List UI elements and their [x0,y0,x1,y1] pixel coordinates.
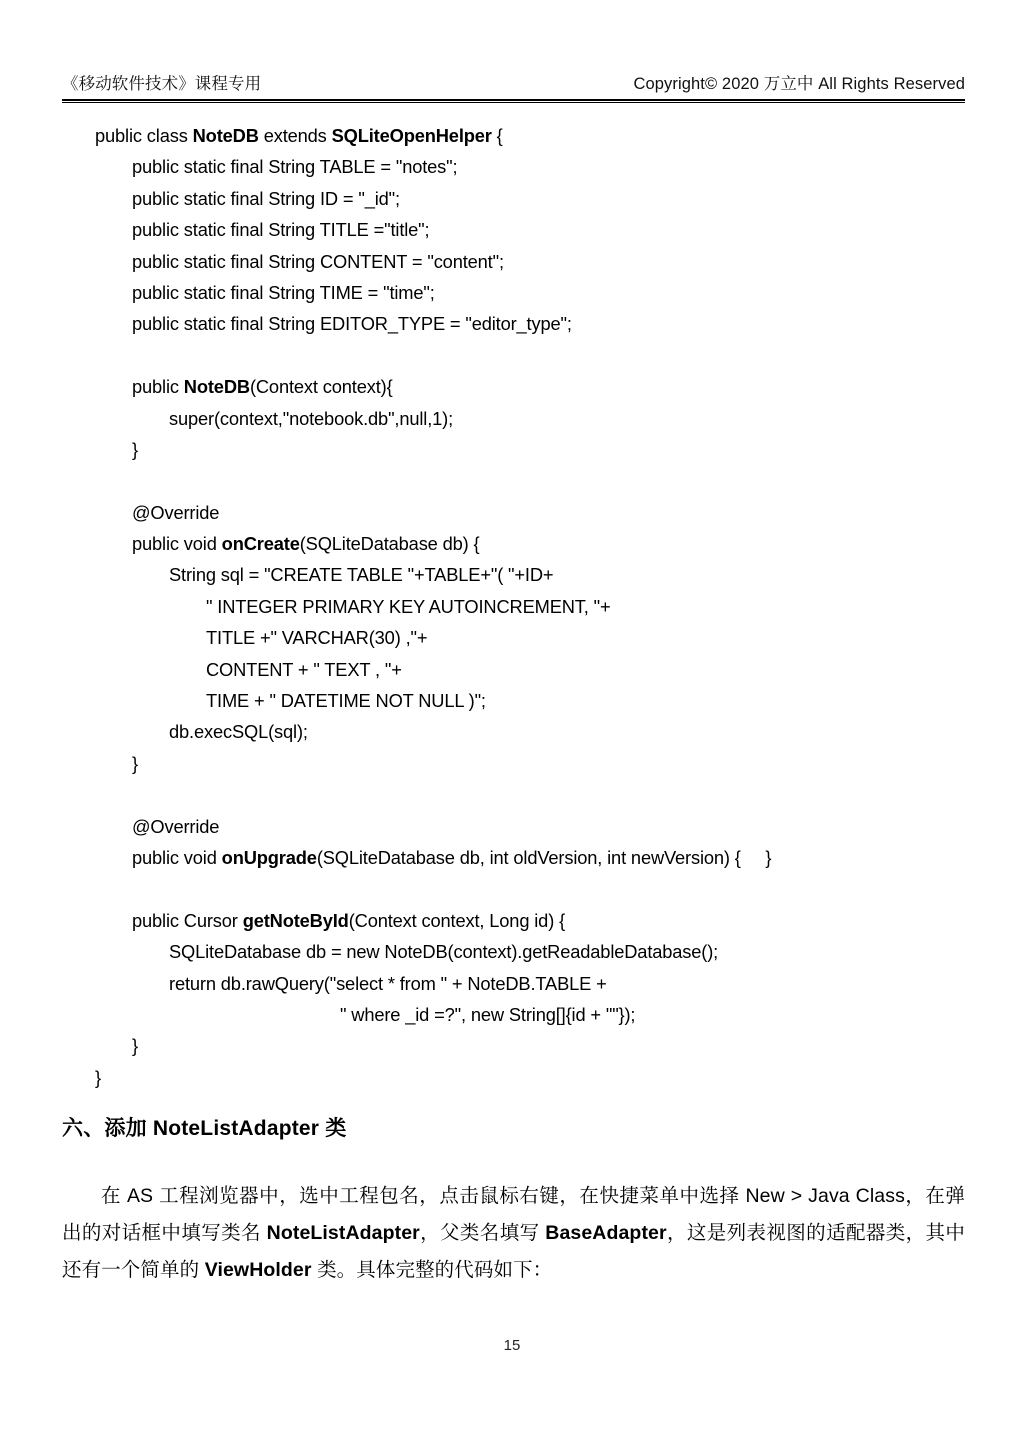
code-text: public static final String EDITOR_TYPE = "editor_type"; [132,313,572,335]
code-text: SQLiteDatabase db = new NoteDB(context).getReadableDatabase(); [169,941,719,963]
code-line [0,151,1024,182]
code-line [0,277,1024,308]
code-text: (Context context){ [249,376,393,398]
paragraph-text: 在 AS 工程浏览器中，选中工程包名，点击鼠标右键，在快捷菜单中选择 New > Java Class，在弹出的对话框中填写类名 [62,1185,965,1244]
paragraph-text: ，这是列表视图的适配器类，其中还有一个简单的 [62,1222,965,1281]
code-line [0,403,1024,434]
code-line [0,748,1024,779]
code-text: TIME + " DATETIME NOT NULL )"; [206,690,486,712]
code-line [0,246,1024,277]
code-line [0,183,1024,214]
code-text: return db.rawQuery("select * from " + NoteDB.TABLE + [169,972,607,994]
code-text [132,784,137,805]
code-line [0,622,1024,653]
code-line [0,968,1024,999]
code-text: } [132,438,138,460]
code-text: " INTEGER PRIMARY KEY AUTOINCREMENT, "+ [206,595,611,617]
code-identifier: onCreate [221,533,300,555]
paragraph-text: ，父类名填写 [419,1222,546,1244]
code-line [0,999,1024,1030]
code-line [0,779,1024,810]
code-text: extends [258,125,332,146]
code-line [0,120,1024,151]
code-line [0,559,1024,590]
code-line [0,340,1024,371]
code-text: { [491,125,503,146]
code-line [0,936,1024,967]
code-text: public static final String TABLE = "notes"; [132,156,458,178]
code-line [0,465,1024,496]
code-line [0,685,1024,716]
code-line [0,434,1024,465]
code-text: CONTENT + " TEXT , "+ [206,658,402,680]
code-text [132,878,137,899]
code-identifier: NoteDB [183,376,250,398]
code-text: @Override [132,815,220,837]
code-line [0,1030,1024,1061]
code-line [0,905,1024,936]
code-text: public void [132,846,222,868]
code-text: public static final String CONTENT = "content"; [132,250,504,272]
header-rule-thin [62,102,965,103]
code-text: db.execSQL(sql); [169,721,308,743]
paragraph-text: 类。具体完整的代码如下： [311,1259,553,1281]
code-line [0,654,1024,685]
code-text [132,470,137,491]
inline-code-term: NoteListAdapter [266,1222,420,1244]
code-identifier: SQLiteOpenHelper [331,125,492,146]
code-text: public static final String TIME = "time"; [132,281,435,303]
page-number: 15 [503,1337,521,1354]
code-line [0,528,1024,559]
code-text: (SQLiteDatabase db) { [299,533,480,555]
code-line [0,214,1024,245]
code-text: public void [132,533,222,555]
code-text: (SQLiteDatabase db, int oldVersion, int newVersion) { } [316,846,772,868]
code-text: " where _id =?", new String[]{id + ""}); [340,1003,636,1025]
body-paragraph [62,1178,965,1289]
header-divider-rule [62,99,965,103]
code-text: TITLE +" VARCHAR(30) ,"+ [206,627,428,649]
code-text [132,345,137,366]
code-line [0,873,1024,904]
code-identifier: getNoteById [242,909,349,931]
code-text: } [132,1035,138,1057]
code-listing [0,120,1024,1093]
code-text: String sql = "CREATE TABLE "+TABLE+"( "+ID+ [169,564,554,586]
code-text: public Cursor [132,909,243,931]
header-course-title: 《移动软件技术》课程专用 [62,75,262,93]
code-text: public static final String ID = "_id"; [132,187,400,209]
code-line [0,497,1024,528]
inline-code-term: ViewHolder [204,1259,312,1281]
section-heading: 六、添加 NoteListAdapter 类 [62,1117,347,1140]
code-line [0,591,1024,622]
code-text: public class [95,125,193,146]
header-copyright: Copyright© 2020 万立中 All Rights Reserved [633,75,965,93]
code-line [0,371,1024,402]
code-text: } [95,1066,101,1088]
inline-code-term: BaseAdapter [545,1222,667,1244]
code-text: public static final String TITLE ="title"; [132,219,430,241]
code-line [0,842,1024,873]
code-line [0,308,1024,339]
code-identifier: onUpgrade [221,846,317,868]
page-header [62,70,965,94]
code-text: (Context context, Long id) { [348,909,566,931]
code-line [0,811,1024,842]
code-text: } [132,752,138,774]
code-line [0,716,1024,747]
code-identifier: NoteDB [192,125,259,146]
code-line [0,1062,1024,1093]
header-rule-thick [62,99,965,101]
code-text: public [132,376,184,398]
code-text: @Override [132,501,220,523]
code-text: super(context,"notebook.db",null,1); [169,407,454,429]
